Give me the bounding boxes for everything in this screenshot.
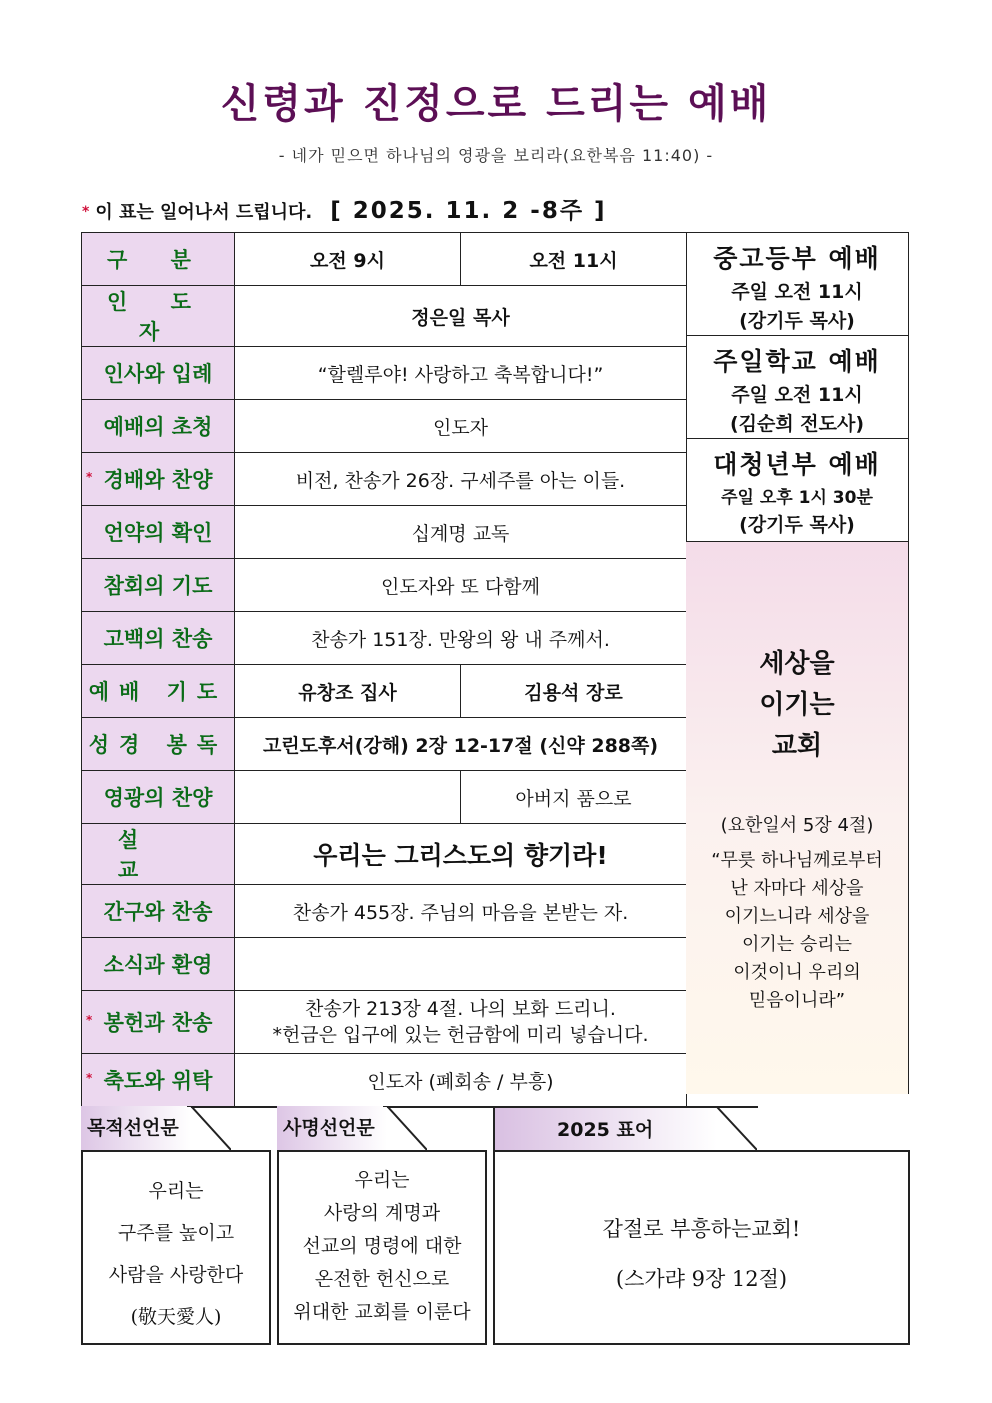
row-value: 인도자 [235, 400, 687, 453]
statement-line: 우리는 [148, 1180, 204, 1202]
row-label: 고백의 찬송 [82, 612, 235, 665]
row-label: 소식과 환영 [82, 938, 235, 991]
service-time: 주일 오후 1시 30분 [721, 488, 873, 508]
church-motto [686, 542, 908, 1094]
table-row [82, 718, 687, 771]
row-value: 인도자 (폐회송 / 부흥) [235, 1054, 687, 1108]
prayer-11am: 김용석 장로 [461, 665, 687, 718]
table-row [82, 885, 687, 938]
verse-line: 믿음이니라” [748, 990, 846, 1011]
service-leader: (강기두 목사) [739, 310, 855, 332]
worship-order-table [81, 232, 687, 1108]
statement-line: 선교의 명령에 대한 [302, 1235, 462, 1257]
motto-line: 이기는 [759, 690, 835, 720]
motto-2025-text: 갑절로 부흥하는교회! [602, 1217, 801, 1241]
statement-line: 구주를 높이고 [117, 1222, 235, 1244]
row-label: 영광의 찬양 [82, 771, 235, 824]
verse-line: 난 자마다 세상을 [730, 878, 864, 899]
verse-line: 이것이니 우리의 [733, 962, 861, 983]
row-label: 성경 봉독 [82, 718, 235, 771]
glory-9am [235, 771, 461, 824]
table-row [82, 286, 687, 347]
time-11am: 오전 11시 [461, 233, 687, 286]
service-date: [ 2025. 11. 2 -8주 ] [330, 198, 607, 224]
row-value: 찬송가 151장. 만왕의 왕 내 주께서. [235, 612, 687, 665]
page-title: 신령과 진정으로 드리는 예배 [220, 81, 772, 127]
statement-line: 사랑의 계명과 [323, 1202, 441, 1224]
row-label-cell [82, 991, 235, 1054]
row-label: 인 도 자 [82, 286, 235, 347]
table-row [82, 347, 687, 400]
table-row [82, 665, 687, 718]
page-subtitle: - 네가 믿으면 하나님의 영광을 보리라(요한복음 11:40) - [278, 146, 714, 165]
table-row [82, 612, 687, 665]
motto-2025-reference: (스가랴 9장 12절) [615, 1267, 788, 1291]
purpose-panel [81, 1150, 271, 1345]
row-label: 예배의 초청 [82, 400, 235, 453]
table-row [82, 453, 687, 506]
mission-title: 사명선언문 [283, 1117, 375, 1139]
service-name: 중고등부 예배 [713, 244, 881, 273]
motto-verse [686, 847, 908, 1015]
row-value: 비전, 찬송가 26장. 구세주를 아는 이들. [235, 453, 687, 506]
row-label: 축도와 위탁 [103, 1069, 213, 1093]
motto-2025-panel [493, 1150, 910, 1345]
service-leader: (강기두 목사) [739, 514, 855, 536]
table-row [82, 400, 687, 453]
star-mark: * [86, 1071, 93, 1085]
tab-corner [383, 1106, 427, 1150]
row-label: 설 교 [82, 824, 235, 885]
table-row [82, 824, 687, 885]
offering-hymn: 찬송가 213장 4절. 나의 보화 드리니. [305, 998, 616, 1020]
table-row [82, 991, 687, 1054]
scripture-value: 고린도후서(강해) 2장 12-17절 (신약 288쪽) [235, 718, 687, 771]
row-label-cell [82, 1054, 235, 1108]
motto-line: 교회 [771, 731, 823, 761]
mission-panel [277, 1150, 487, 1345]
purpose-title: 목적선언문 [87, 1117, 179, 1139]
time-9am: 오전 9시 [235, 233, 461, 286]
table-row [82, 559, 687, 612]
statement-line: 사람을 사랑한다 [108, 1264, 244, 1286]
verse-line: 이기는 승리는 [741, 934, 853, 955]
row-value [235, 938, 687, 991]
statement-line: 우리는 [354, 1169, 410, 1191]
statement-line: (敬天愛人) [130, 1306, 222, 1328]
service-name: 주일학교 예배 [713, 347, 881, 376]
sermon-title: 우리는 그리스도의 향기라! [235, 824, 687, 885]
motto-2025-title: 2025 표어 [557, 1119, 654, 1141]
service-time: 주일 오전 11시 [731, 281, 863, 303]
row-value: “할렐루야! 사랑하고 축복합니다!” [235, 347, 687, 400]
row-value: 찬송가 455장. 주님의 마음을 본받는 자. [235, 885, 687, 938]
row-label: 간구와 찬송 [82, 885, 235, 938]
row-label: 참회의 기도 [82, 559, 235, 612]
service-leader: (김순희 전도사) [729, 413, 865, 435]
table-row [82, 506, 687, 559]
offering-note: *헌금은 입구에 있는 헌금함에 미리 넣습니다. [272, 1024, 649, 1046]
verse-line: 이기느니라 세상을 [724, 906, 870, 927]
table-row [82, 1054, 687, 1108]
row-value: 십계명 교독 [235, 506, 687, 559]
mission-tab [277, 1106, 427, 1150]
star-mark: * [82, 204, 90, 220]
row-label: 인사와 입례 [82, 347, 235, 400]
leader-value: 정은일 목사 [235, 286, 687, 347]
prayer-9am: 유창조 집사 [235, 665, 461, 718]
table-row [82, 771, 687, 824]
row-label: 봉헌과 찬송 [103, 1011, 213, 1035]
glory-11am: 아버지 품으로 [461, 771, 687, 824]
service-time: 주일 오전 11시 [731, 384, 863, 406]
motto-line: 세상을 [759, 649, 835, 679]
standing-notice [82, 192, 607, 225]
row-label: 언약의 확인 [82, 506, 235, 559]
purpose-tab [81, 1106, 231, 1150]
star-mark: * [86, 470, 93, 484]
statement-line: 온전한 헌신으로 [314, 1268, 450, 1290]
statement-line: 위대한 교회를 이룬다 [293, 1301, 471, 1323]
service-sunday-school [686, 336, 908, 439]
table-row [82, 233, 687, 286]
tab-corner [187, 1106, 231, 1150]
side-column [686, 232, 909, 1094]
service-name: 대청년부 예배 [713, 450, 881, 479]
row-label: 예배 기도 [82, 665, 235, 718]
verse-line: “무릇 하나님께로부터 [711, 850, 883, 871]
motto-2025-tab [493, 1106, 758, 1150]
row-label: 구 분 [82, 233, 235, 286]
motto-heading [686, 644, 908, 767]
offering-value [235, 991, 687, 1054]
row-label-cell [82, 453, 235, 506]
row-label: 경배와 찬양 [103, 468, 213, 492]
motto-reference: (요한일서 5장 4절) [720, 815, 874, 836]
star-mark: * [86, 1013, 93, 1027]
service-young-adults [686, 439, 908, 542]
row-value: 인도자와 또 다함께 [235, 559, 687, 612]
tab-corner [713, 1106, 757, 1150]
notice-text: 이 표는 일어나서 드립니다. [95, 202, 313, 223]
table-row [82, 938, 687, 991]
service-youth [686, 233, 908, 336]
